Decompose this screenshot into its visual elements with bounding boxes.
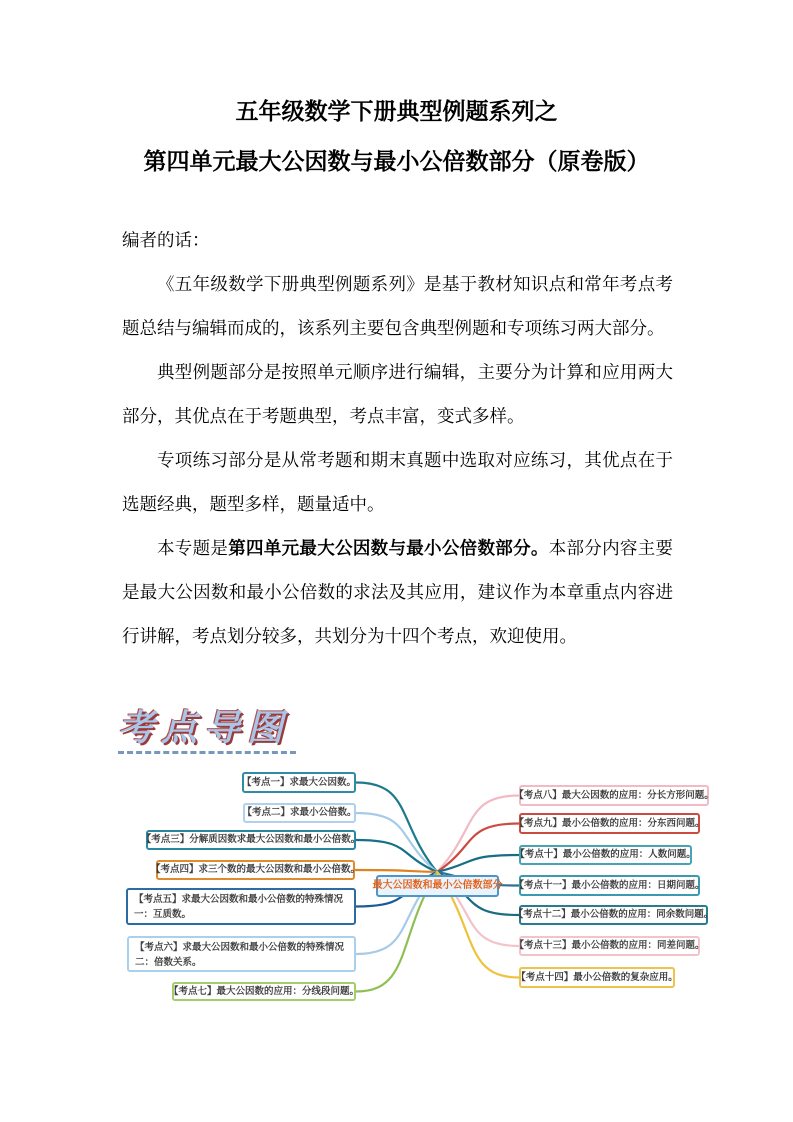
mindmap-node-12: 【考点十二】最小公倍数的应用：同余数问题。 xyxy=(519,905,708,925)
document-title-line1: 五年级数学下册典型例题系列之 xyxy=(235,98,558,124)
connector-line xyxy=(356,872,437,954)
mindmap-node-14: 【考点十四】最小公倍数的复杂应用。 xyxy=(519,967,675,988)
paragraph-special-practice: 专项练习部分是从常考题和期末真题中选取对应练习，其优点在于选题经典，题型多样，题量适中。 xyxy=(122,450,673,514)
mindmap-node-13: 【考点十三】最小公倍数的应用：同差问题。 xyxy=(519,936,700,956)
mindmap-node-2: 【考点二】求最小公倍数。 xyxy=(243,803,356,823)
paragraph-text-pre: 本专题是 xyxy=(157,538,229,558)
connector-line xyxy=(437,796,519,873)
connector-line xyxy=(356,872,437,992)
mindmap-node-9: 【考点九】最小公倍数的应用：分东西问题。 xyxy=(519,813,700,834)
mindmap-node-5: 【考点五】求最大公因数和最小公倍数的特殊情况一：互质数。 xyxy=(126,888,356,925)
paragraph-topic-summary xyxy=(122,526,673,658)
mindmap-node-4: 【考点四】求三个数的最大公因数和最小公倍数。 xyxy=(156,860,355,880)
mindmap-node-3: 【考点三】分解质因数求最大公因数和最小公倍数。 xyxy=(146,830,356,850)
paragraph-editor-note-label: 编者的话： xyxy=(122,230,210,250)
document-title-line2: 第四单元最大公因数与最小公倍数部分（原卷版） xyxy=(143,148,650,174)
connector-line xyxy=(437,824,519,873)
dashed-underline xyxy=(118,751,296,754)
connector-line xyxy=(356,813,437,872)
connector-line xyxy=(355,870,437,872)
mindmap-node-10: 【考点十】最小公倍数的应用：人数问题。 xyxy=(519,845,692,865)
mindmap-node-7: 【考点七】最大公因数的应用：分线段问题。 xyxy=(172,982,356,1001)
document-title xyxy=(0,0,793,186)
connector-line xyxy=(356,840,437,872)
paragraph-typical-examples: 典型例题部分是按照单元顺序进行编辑，主要分为计算和应用两大部分，其优点在于考题典型，考点丰富，变式多样。 xyxy=(122,362,673,426)
mindmap-center-node: 最大公因数和最小公倍数部分 xyxy=(376,875,499,897)
connector-line xyxy=(437,872,519,915)
mindmap-node-8: 【考点八】最大公因数的应用：分长方形问题。 xyxy=(519,785,709,806)
mindmap-node-1: 【考点一】求最大公因数。 xyxy=(242,772,356,793)
connector-line xyxy=(356,783,437,873)
connector-line xyxy=(356,872,437,907)
mindmap-node-6: 【考点六】求最大公因数和最小公倍数的特殊情况二：倍数关系。 xyxy=(127,936,356,972)
connector-line xyxy=(437,855,519,872)
paragraph-text-bold: 第四单元最大公因数与最小公倍数部分。 xyxy=(228,538,549,558)
paragraph-text-post: 本部分内容主要是最大公因数和最小公倍数的求法及其应用，建议作为本章重点内容进行讲解，考点划分较多，共划分为十四个考点，欢迎使用。 xyxy=(122,538,674,646)
connector-line xyxy=(437,872,519,946)
connector-line xyxy=(437,872,519,978)
section-heading-kaodian-daotu: 考点导图 xyxy=(118,707,291,749)
paragraph-series-intro: 《五年级数学下册典型例题系列》是基于教材知识点和常年考点考题总结与编辑而成的，该系列主要包含典型例题和专项练习两大部分。 xyxy=(122,274,673,338)
mindmap-node-11: 【考点十一】最小公倍数的应用：日期问题。 xyxy=(519,875,700,896)
section-heading-block xyxy=(118,708,793,754)
connector-line xyxy=(437,872,519,886)
document-body xyxy=(122,218,673,658)
